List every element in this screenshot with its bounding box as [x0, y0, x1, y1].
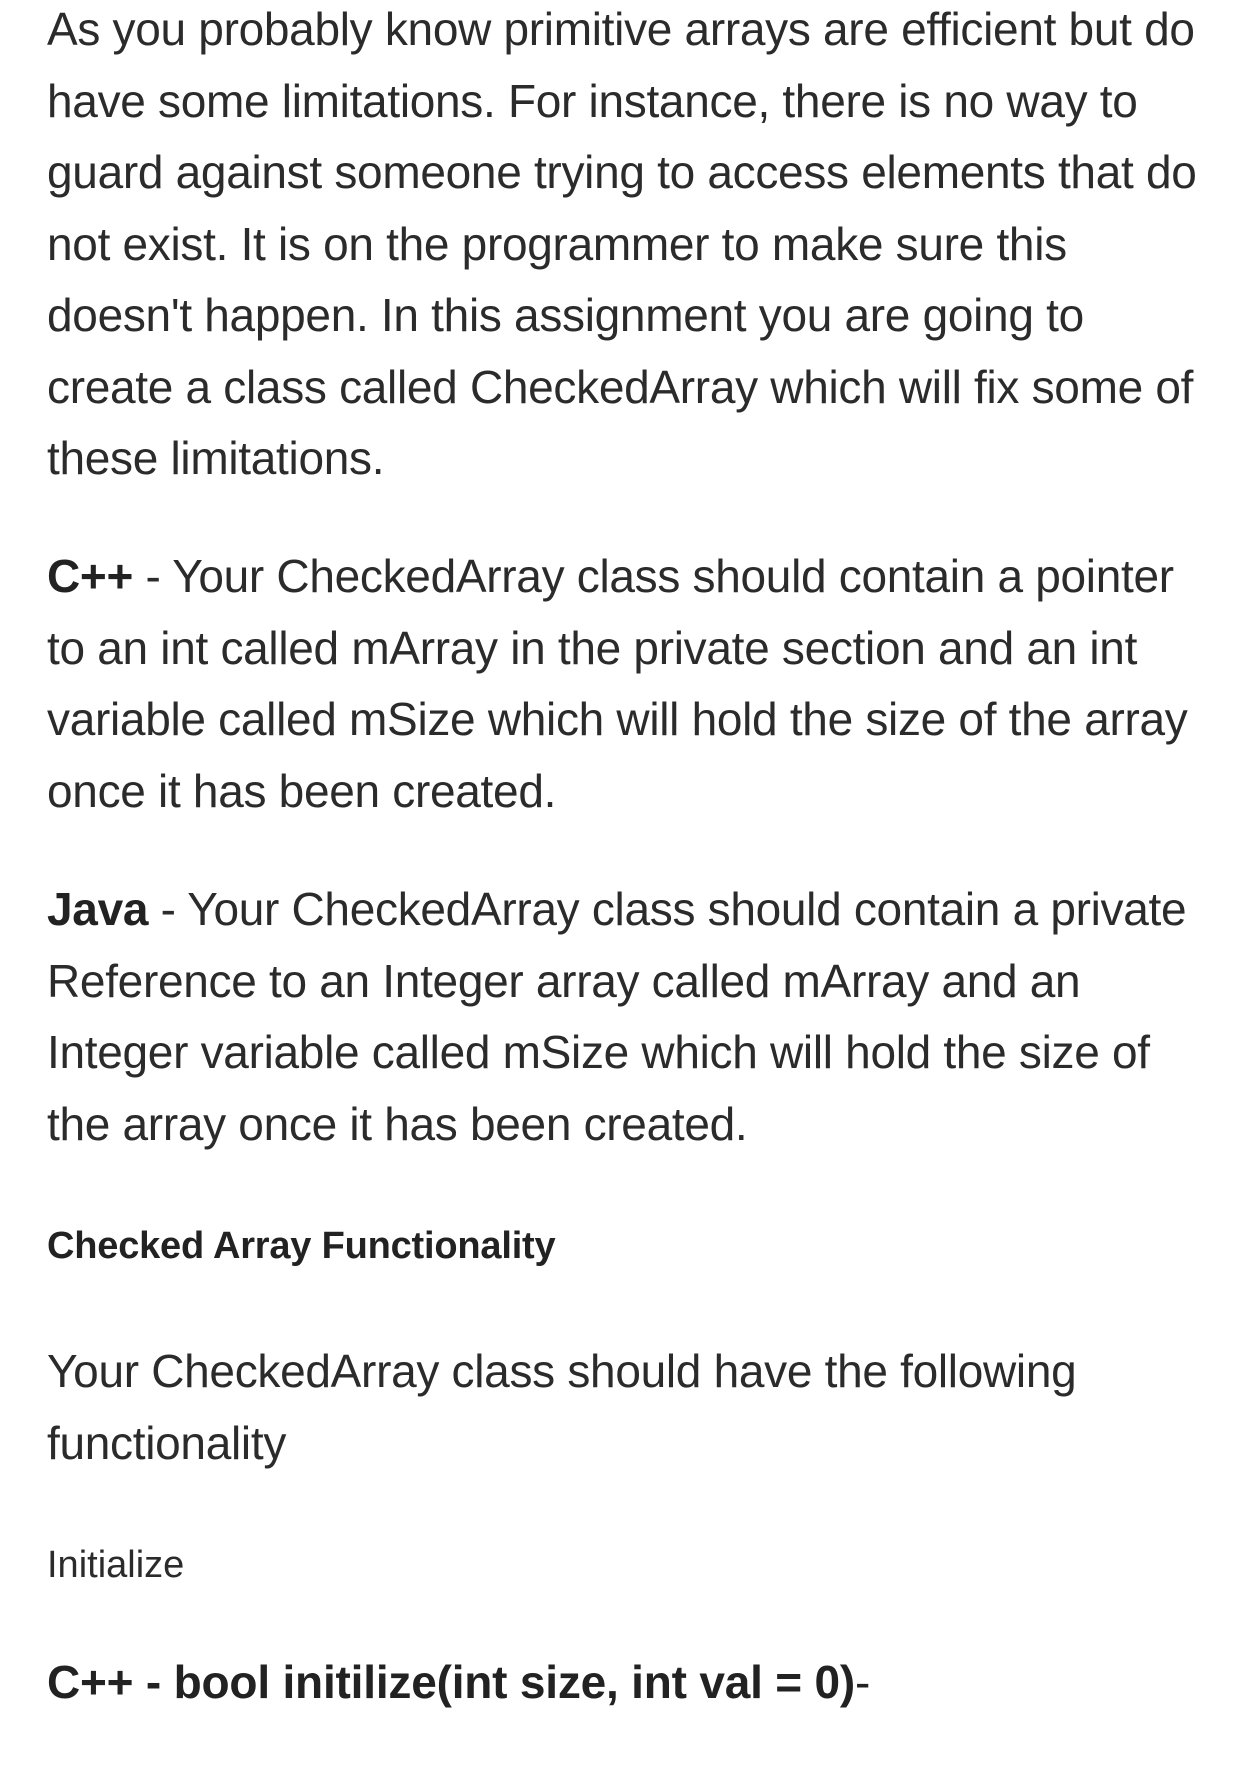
java-requirements-paragraph [47, 874, 1217, 1160]
functionality-paragraph: Your CheckedArray class should have the following functionality [47, 1345, 1077, 1469]
cpp-requirements-text: - Your CheckedArray class should contain a pointer to an int called mArray in the private section and an int variable called mSize which will hold the size of the array once it has been created. [47, 550, 1188, 817]
java-requirements-text: - Your CheckedArray class should contain a private Reference to an Integer array called mArray and an Integer variable called mSize which will hold the size of the array once it has been created. [47, 883, 1187, 1150]
cpp-requirements-paragraph [47, 541, 1217, 827]
java-label: Java [47, 883, 149, 935]
initialize-label: Initialize [47, 1544, 185, 1586]
cpp-label: C++ [47, 550, 134, 602]
intro-paragraph: As you probably know primitive arrays are efficient but do have some limitations. For instance, there is no way to guard against someone trying to access elements that do not exist. It is on the programmer to make sure this doesn't happen. In this assignment you are going to create a class called CheckedArray which will fix some of these limitations. [47, 3, 1197, 484]
method-signature [47, 1655, 870, 1709]
section-heading: Checked Array Functionality [47, 1225, 556, 1267]
method-signature-suffix: - [855, 1656, 871, 1708]
method-signature-text: C++ - bool initilize(int size, int val = 0) [47, 1656, 856, 1708]
